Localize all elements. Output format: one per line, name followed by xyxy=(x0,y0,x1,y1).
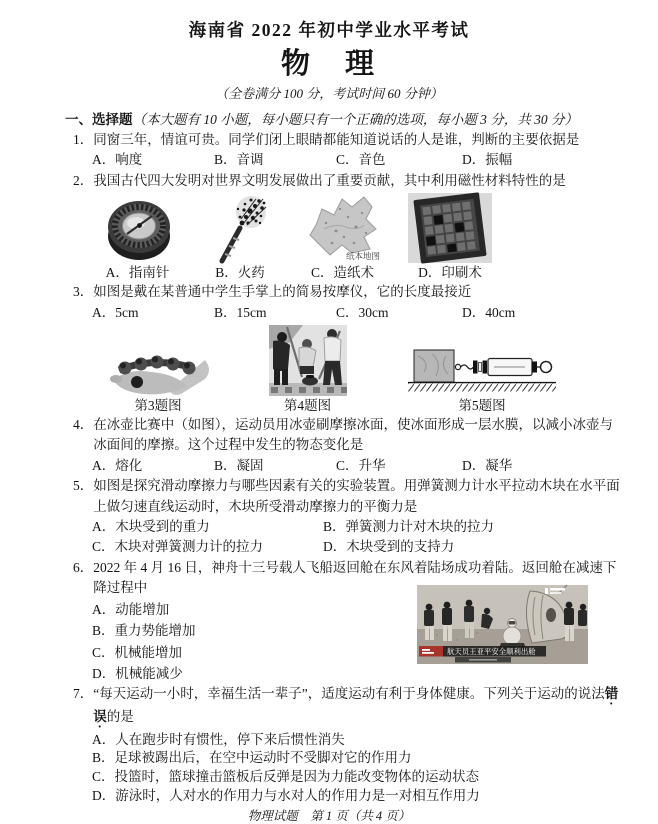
exam-subject: 物 理 xyxy=(280,48,377,80)
figure-papermaking xyxy=(290,193,395,282)
question-1-stem: 同窗三年，情谊可贵。同学们闭上眼睛都能知道说话的人是谁，判断的主要依据是 xyxy=(93,132,580,147)
question-1-option-c: C．音色 xyxy=(336,152,386,168)
question-3-option-c: C．30cm xyxy=(336,304,389,320)
question-6 xyxy=(73,558,620,685)
exam-title: 海南省 2022 年初中学业水平考试 xyxy=(188,20,470,40)
question-7-stem xyxy=(93,685,620,731)
curling-image xyxy=(269,325,347,396)
question-6-option-c: C．机械能增加 xyxy=(92,644,183,660)
question-3 xyxy=(73,282,620,415)
figure-friction-experiment xyxy=(407,344,557,415)
question-5-option-a: A．木块受到的重力 xyxy=(92,519,210,535)
figure-massager-caption: 第3题图 xyxy=(134,398,182,414)
question-7-stem-post: 的是 xyxy=(106,708,134,724)
question-5 xyxy=(73,476,620,558)
printing-image xyxy=(408,193,492,263)
question-7-stem-emphasis: 错误 xyxy=(93,685,619,724)
question-4-number: 4． xyxy=(73,417,94,433)
figure-compass xyxy=(85,193,190,282)
figure-gunpowder-label: B．火药 xyxy=(215,265,265,281)
capsule-landing-photo-image xyxy=(417,585,588,664)
page-footer: 物理试题 第 1 页（共 4 页） xyxy=(247,808,411,823)
question-4-options xyxy=(92,456,620,476)
question-6-option-d: D．机械能减少 xyxy=(92,666,183,682)
question-5-options-row2 xyxy=(92,537,620,557)
question-6-stem: 2022 年 4 月 16 日，神舟十三号载人飞船返回舱在东风着陆场成功着陆。返回舱在减速下降过程中 xyxy=(93,559,617,596)
question-7 xyxy=(73,685,620,806)
figure-printing-label: D．印刷术 xyxy=(418,265,482,281)
question-3-number: 3． xyxy=(73,284,94,300)
question-7-option-c: C．投篮时，篮球撞击篮板后反弹是因为力能改变物体的运动状态 xyxy=(92,769,480,785)
question-1-option-b: B．音调 xyxy=(214,152,264,168)
question-2-number: 2． xyxy=(73,172,94,188)
figure-friction-caption: 第5题图 xyxy=(458,398,506,414)
friction-experiment-diagram xyxy=(408,344,556,396)
capsule-landing-photo xyxy=(417,585,588,664)
question-7-number: 7． xyxy=(73,685,94,701)
question-3-stem: 如图是戴在某普通中学生手掌上的简易按摩仪，它的长度最接近 xyxy=(93,284,472,300)
question-4-stem: 在冰壶比赛中（如图），运动员用冰壶刷摩擦冰面，使冰面形成一层水膜，以减小冰壶与冰面间的摩擦。这个过程中发生的物态变化是 xyxy=(93,417,613,453)
question-3-options xyxy=(92,303,620,323)
question-1-options xyxy=(92,150,620,170)
question-1-option-d: D．振幅 xyxy=(462,152,513,168)
question-6-number: 6． xyxy=(73,559,94,575)
question-7-option-b: B．足球被踢出后，在空中运动时不受脚对它的作用力 xyxy=(92,750,412,766)
section-heading xyxy=(65,110,628,130)
shared-figures-row xyxy=(98,325,620,415)
photo-caption-text: 航天员王亚平安全顺利出舱 xyxy=(447,646,536,656)
question-4-option-d: D．凝华 xyxy=(462,457,513,473)
question-6-option-a: A．动能增加 xyxy=(92,601,170,617)
paper-map-note: 纸本地图 xyxy=(345,251,380,262)
compass-image xyxy=(103,193,173,263)
question-7-option-a: A．人在跑步时有惯性，停下来后惯性消失 xyxy=(92,731,345,747)
question-5-number: 5． xyxy=(73,478,94,494)
question-5-option-c: C．木块对弹簧测力计的拉力 xyxy=(92,539,264,555)
question-6-option-b: B．重力势能增加 xyxy=(92,623,196,639)
question-2 xyxy=(73,171,620,282)
question-4-option-c: C．升华 xyxy=(336,457,386,473)
papermaking-image xyxy=(306,193,380,263)
question-4 xyxy=(73,415,620,476)
question-4-option-a: A．熔化 xyxy=(92,457,143,473)
question-1-number: 1． xyxy=(73,132,94,147)
question-3-option-d: D．40cm xyxy=(462,304,516,320)
question-4-option-b: B．凝固 xyxy=(214,457,264,473)
question-3-option-a: A．5cm xyxy=(92,304,139,320)
exam-meta: （全卷满分 100 分，考试时间 60 分钟） xyxy=(215,86,443,101)
figure-compass-label: A．指南针 xyxy=(105,265,170,281)
question-5-option-d: D．木块受到的支持力 xyxy=(323,539,455,555)
figure-gunpowder xyxy=(190,193,290,282)
question-7-options xyxy=(92,731,620,806)
figure-printing xyxy=(395,193,505,282)
question-5-stem: 如图是探究滑动摩擦力与哪些因素有关的实验装置。用弹簧测力计水平拉动木块在水平面上做匀速直线运动时，木块所受滑动摩擦力的平衡力是 xyxy=(93,478,620,514)
gunpowder-image xyxy=(212,193,268,263)
question-7-stem-pre: “每天运动一小时，幸福生活一辈子”，适度运动有利于身体健康。下列关于运动的说法 xyxy=(93,685,605,701)
question-1 xyxy=(73,130,620,171)
massager-image xyxy=(103,344,213,396)
question-7-option-d: D．游泳时，人对水的作用力与水对人的作用力是一对相互作用力 xyxy=(92,788,480,804)
question-1-option-a: A．响度 xyxy=(92,152,143,168)
question-2-figures xyxy=(85,193,620,282)
figure-massager xyxy=(98,344,218,415)
section-label: 一、选择题 xyxy=(65,112,133,127)
figure-curling-caption: 第4题图 xyxy=(283,398,332,414)
figure-curling xyxy=(260,325,355,415)
figure-papermaking-label: C．造纸术 xyxy=(310,265,374,281)
question-5-option-b: B．弹簧测力计对木块的拉力 xyxy=(323,519,495,535)
section-desc: （本大题有 10 小题，每小题只有一个正确的选项，每小题 3 分，共 30 分） xyxy=(132,112,578,127)
question-5-options-row1 xyxy=(92,517,620,537)
question-2-stem: 我国古代四大发明对世界文明发展做出了重要贡献，其中利用磁性材料特性的是 xyxy=(93,172,566,188)
question-3-option-b: B．15cm xyxy=(214,304,267,320)
